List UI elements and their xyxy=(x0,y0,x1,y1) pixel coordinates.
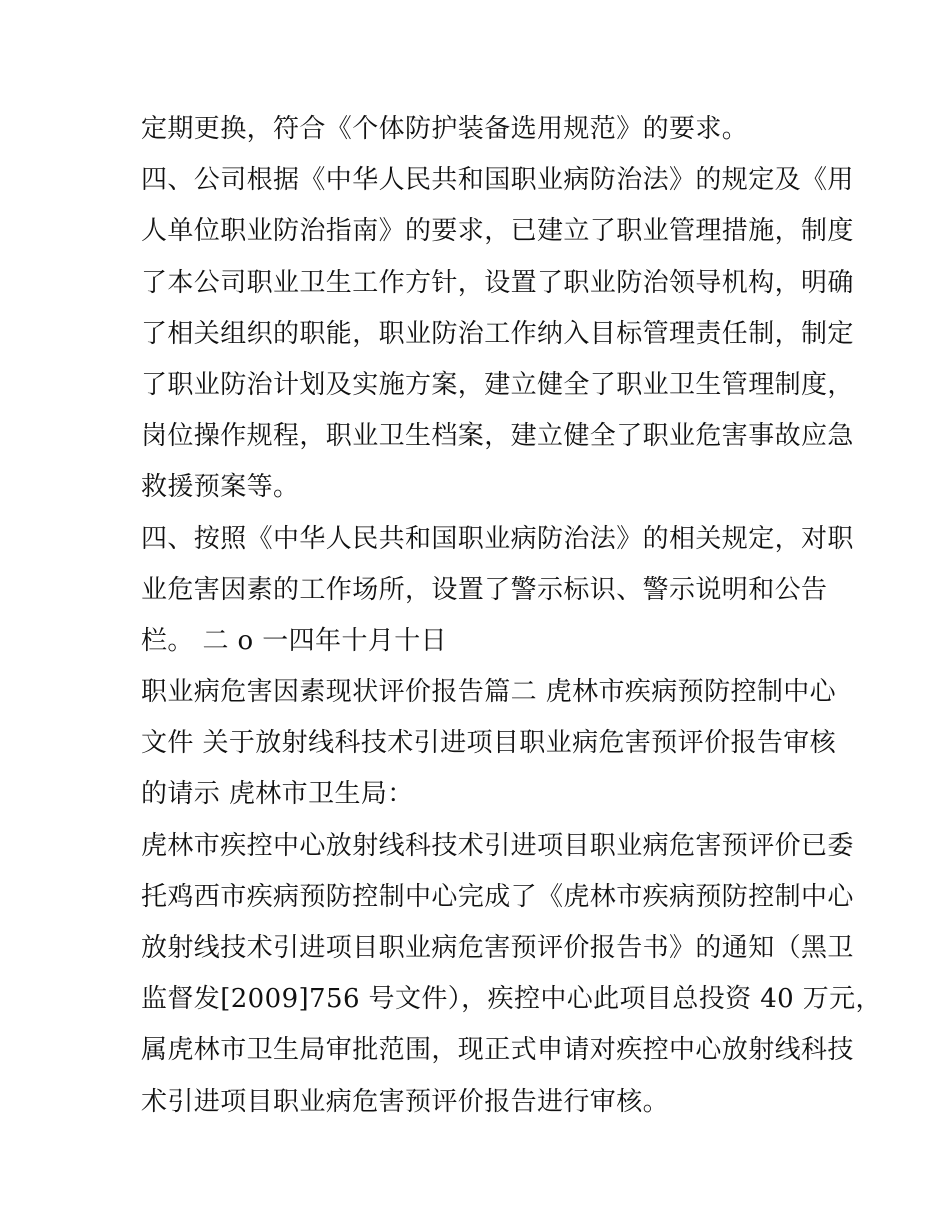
text-line: 监督发[2009]756 号文件），疾控中心此项目总投资 40 万元， xyxy=(141,984,882,1015)
text-line: 四、按照《中华人民共和国职业病防治法》的相关规定，对职 xyxy=(141,523,854,554)
body-text xyxy=(141,104,882,1128)
text-line: 定期更换，符合《个体防护装备选用规范》的要求。 xyxy=(141,114,749,144)
text-line: 岗位操作规程，职业卫生档案，建立健全了职业危害事故应急 xyxy=(141,421,854,452)
text-line: 的请示 虎林市卫生局： xyxy=(141,779,414,810)
text-line: 属虎林市卫生局审批范围，现正式申请对疾控中心放射线科技 xyxy=(141,1035,854,1066)
text-line: 了职业防治计划及实施方案，建立健全了职业卫生管理制度， xyxy=(141,369,854,400)
text-line: 救援预案等。 xyxy=(141,472,300,503)
text-line: 人单位职业防治指南》的要求，已建立了职业管理措施，制度 xyxy=(141,216,854,247)
section-heading-line: 职业病危害因素现状评价报告篇二 虎林市疾病预防控制中心 xyxy=(141,677,837,708)
text-line: 了本公司职业卫生工作方针，设置了职业防治领导机构，明确 xyxy=(141,267,854,298)
text-line: 四、公司根据《中华人民共和国职业病防治法》的规定及《用 xyxy=(141,165,854,196)
text-line: 业危害因素的工作场所，设置了警示标识、警示说明和公告 xyxy=(141,574,828,605)
text-line: 放射线技术引进项目职业病危害预评价报告书》的通知（黑卫 xyxy=(141,933,854,963)
text-line: 术引进项目职业病危害预评价报告进行审核。 xyxy=(141,1086,670,1117)
text-line: 了相关组织的职能，职业防治工作纳入目标管理责任制，制定 xyxy=(141,318,854,349)
date-line: 栏。 二 o 一四年十月十日 xyxy=(141,625,448,656)
text-line: 托鸡西市疾病预防控制中心完成了《虎林市疾病预防控制中心 xyxy=(141,881,854,912)
text-line: 文件 关于放射线科技术引进项目职业病危害预评价报告审核 xyxy=(141,728,837,759)
text-line: 虎林市疾控中心放射线科技术引进项目职业病危害预评价已委 xyxy=(141,830,854,861)
